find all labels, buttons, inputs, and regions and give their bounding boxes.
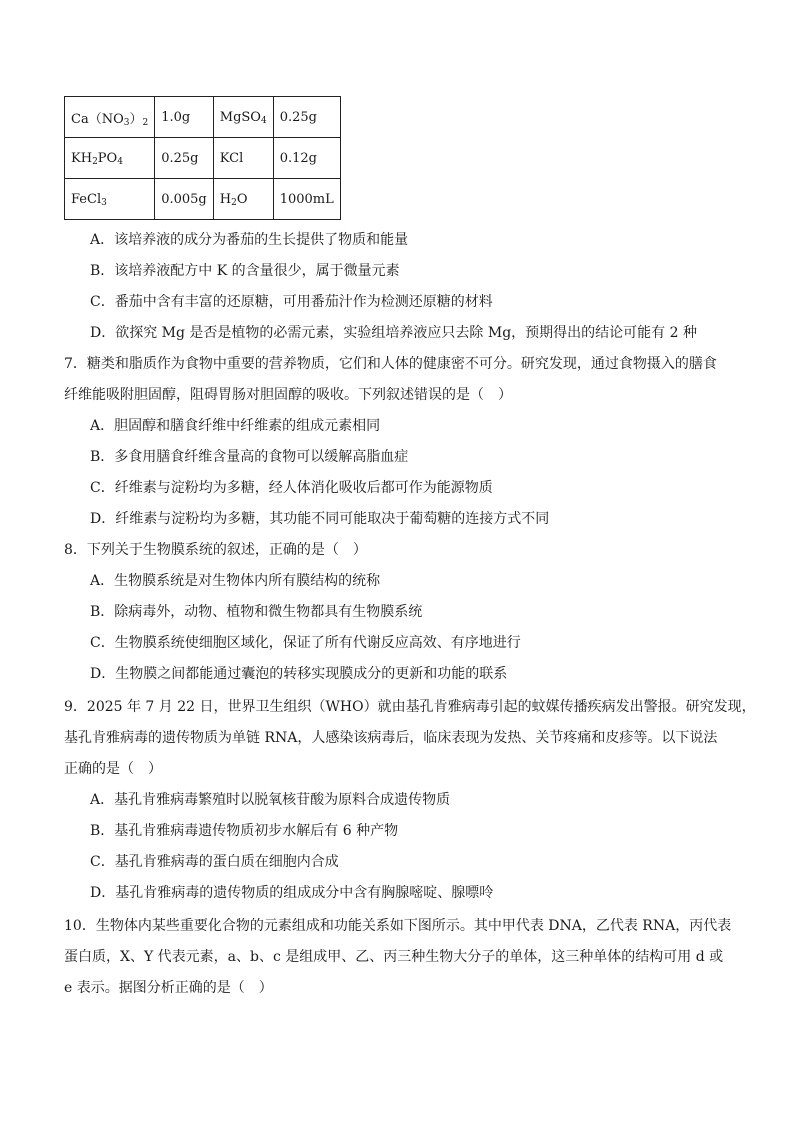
table-cell: MgSO$_4$: [213, 97, 273, 138]
q6-option-d: D．欲探究 Mg 是否是植物的必需元素，实验组培养液应只去除 Mg，预期得出的结论可能有 2 种: [90, 325, 697, 341]
q7-stem-line-1: 7．糖类和脂质作为食物中重要的营养物质，它们和人体的健康密不可分。研究发现，通过食物摄入的膳食: [64, 356, 717, 372]
q7-option-c: C．纤维素与淀粉均为多糖，经人体消化吸收后都可作为能源物质: [90, 480, 493, 496]
table-cell: $KH_2PO_4$: [65, 138, 155, 179]
q8-option-a: A．生物膜系统是对生物体内所有膜结构的统称: [90, 573, 381, 589]
q9-option-d: D．基孔肯雅病毒的遗传物质的组成成分中含有胸腺嘧啶、腺嘌呤: [90, 885, 494, 901]
q9-option-b: B．基孔肯雅病毒遗传物质初步水解后有 6 种产物: [90, 823, 399, 839]
table-row: [65, 138, 341, 179]
q9-stem-line-3: 正确的是（ ）: [64, 761, 162, 777]
q9-stem-line-1: 9．2025 年 7 月 22 日，世界卫生组织（WHO）就由基孔肯雅病毒引起的蚊媒传播疾病发出警报。研究发现，: [64, 699, 756, 715]
table-cell: 0.25g: [155, 138, 214, 179]
q8-option-d: D．生物膜之间都能通过囊泡的转移实现膜成分的更新和功能的联系: [90, 666, 508, 682]
table-cell: $H_2O$: [213, 179, 273, 220]
q10-stem-line-1: 10．生物体内某些重要化合物的元素组成和功能关系如下图所示。其中甲代表 DNA，乙代表 RNA，丙代表: [64, 918, 732, 934]
q7-option-b: B．多食用膳食纤维含量高的食物可以缓解高脂血症: [90, 449, 409, 465]
q10-stem-line-3: e 表示。据图分析正确的是（ ）: [64, 980, 273, 996]
q9-stem-line-2: 基孔肯雅病毒的遗传物质为单链 RNA，人感染该病毒后，临床表现为发热、关节疼痛和皮疹等。以下说法: [64, 730, 718, 746]
q7-stem-line-2: 纤维能吸附胆固醇，阻碍胃肠对胆固醇的吸收。下列叙述错误的是（ ）: [64, 387, 512, 403]
q8-stem: 8．下列关于生物膜系统的叙述，正确的是（ ）: [64, 542, 367, 558]
q10-stem-line-2: 蛋白质，X、Y 代表元素，a、b、c 是组成甲、乙、丙三种生物大分子的单体，这三种单体的结构可用 d 或: [64, 949, 724, 965]
q6-option-c: C．番茄中含有丰富的还原糖，可用番茄汁作为检测还原糖的材料: [90, 294, 493, 310]
table-cell: 0.12g: [273, 138, 340, 179]
table-cell: $Ca(NO_3)_2$: [65, 97, 155, 138]
nutrient-solution-table: [64, 96, 341, 220]
table-row: [65, 179, 341, 220]
table-cell: 0.25g: [273, 97, 340, 138]
q6-option-b: B．该培养液配方中 K 的含量很少，属于微量元素: [90, 263, 400, 279]
q7-option-a: A．胆固醇和膳食纤维中纤维素的组成元素相同: [90, 418, 381, 434]
q7-option-d: D．纤维素与淀粉均为多糖，其功能不同可能取决于葡萄糖的连接方式不同: [90, 511, 550, 527]
table-row: [65, 97, 341, 138]
table-cell: KCl: [213, 138, 273, 179]
q8-option-c: C．生物膜系统使细胞区域化，保证了所有代谢反应高效、有序地进行: [90, 635, 521, 651]
table-cell: 0.005g: [155, 179, 214, 220]
table-cell: 1.0g: [155, 97, 214, 138]
q6-option-a: A．该培养液的成分为番茄的生长提供了物质和能量: [90, 232, 409, 248]
table-cell: 1000mL: [273, 179, 340, 220]
table-cell: FeCl$_3$: [65, 179, 155, 220]
q9-option-a: A．基孔肯雅病毒繁殖时以脱氧核苷酸为原料合成遗传物质: [90, 792, 451, 808]
q9-option-c: C．基孔肯雅病毒的蛋白质在细胞内合成: [90, 854, 339, 870]
q8-option-b: B．除病毒外，动物、植物和微生物都具有生物膜系统: [90, 604, 423, 620]
